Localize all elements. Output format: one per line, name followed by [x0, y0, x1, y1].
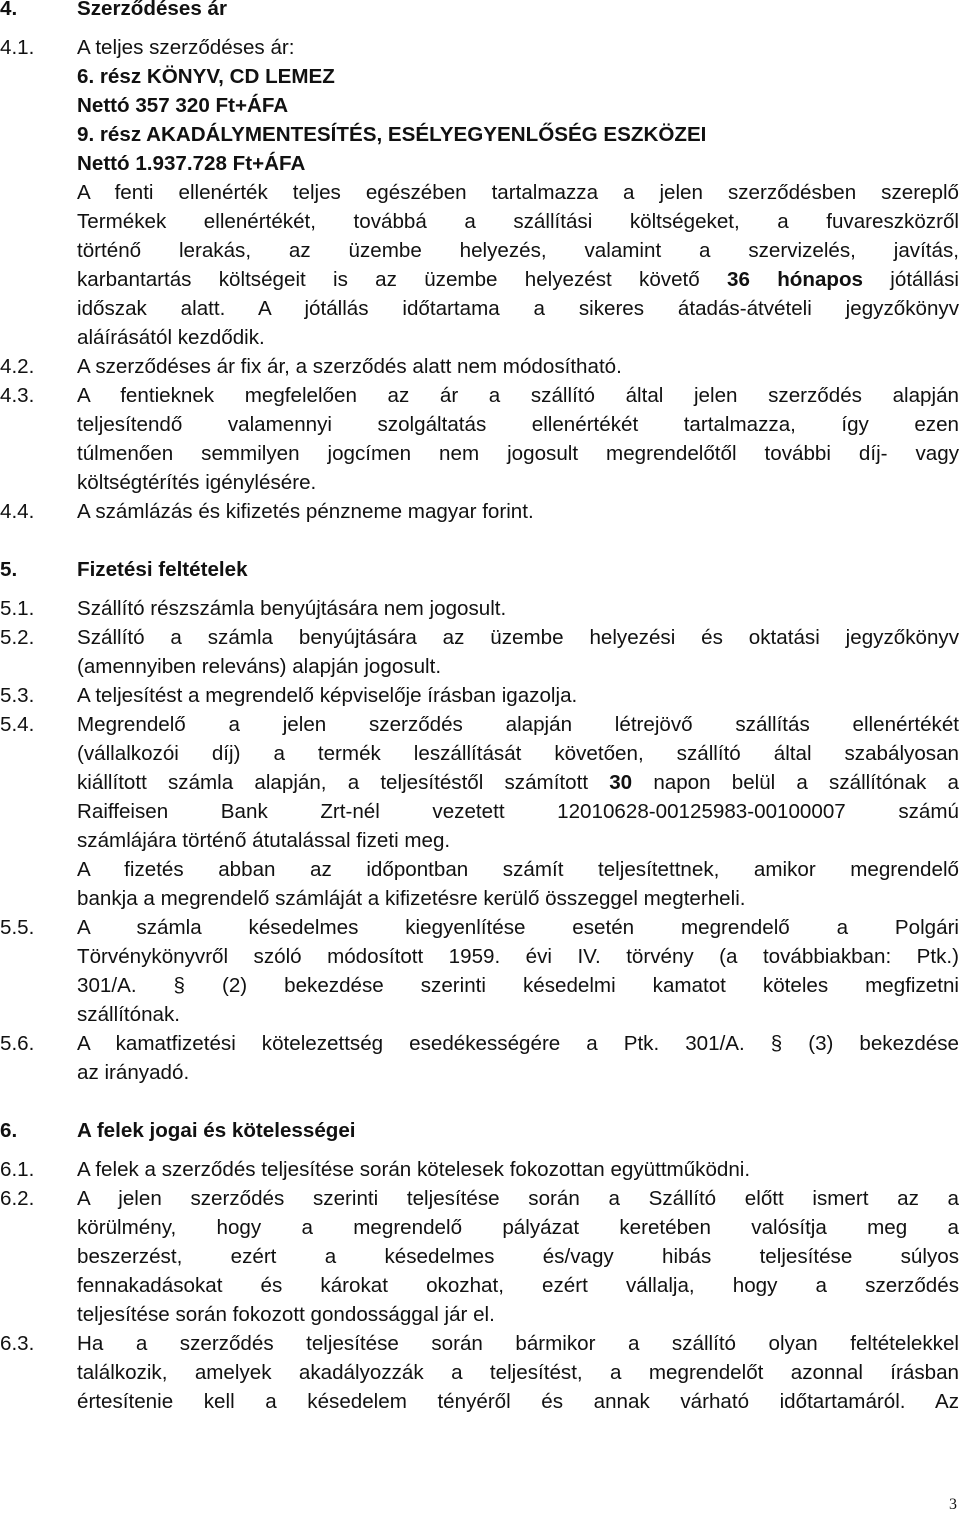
text-line: A fenti ellenérték teljes egészében tartalmazza a jelen szerződésben szereplő	[77, 181, 959, 204]
clause-text	[77, 1329, 959, 1416]
text-line: A teljes szerződéses ár:	[77, 36, 295, 59]
section-number: 5.	[0, 558, 18, 581]
clause-text	[77, 623, 959, 681]
clause-4-4	[0, 497, 960, 526]
clause-6-1	[0, 1155, 960, 1184]
text-line: Megrendelő a jelen szerződés alapján létrejövő szállítás ellenértékét	[77, 713, 959, 736]
clause-5-3	[0, 681, 960, 710]
text-line: A fentieknek megfelelően az ár a szállító által jelen szerződés alapján	[77, 384, 959, 407]
clause-text	[77, 913, 959, 1029]
page-number: 3	[949, 1496, 957, 1513]
clause-number: 5.6.	[0, 1032, 35, 1055]
text-line: az irányadó.	[77, 1061, 190, 1084]
clause-number: 4.1.	[0, 36, 35, 59]
text-span: kiállított számla alapján, a teljesítéstől számított	[77, 771, 589, 794]
warranty-period: 36 hónapos	[727, 268, 864, 291]
clause-6-3	[0, 1329, 960, 1416]
clause-number: 5.5.	[0, 916, 35, 939]
text-line: Törvénykönyvről szóló módosított 1959. évi IV. törvény (a továbbiakban: Ptk.)	[77, 945, 959, 968]
clause-text: A szerződéses ár fix ár, a szerződés alatt nem módosítható.	[77, 355, 622, 378]
text-line: teljesítése során fokozott gondossággal jár el.	[77, 1303, 495, 1326]
text-line: 301/A. § (2) bekezdése szerinti késedelmi kamatot köteles megfizetni	[77, 974, 959, 997]
lot-9-price: Nettó 1.937.728 Ft+ÁFA	[77, 152, 306, 175]
clause-5-2	[0, 623, 960, 681]
text-line: Termékek ellenértékét, továbbá a szállítási költségeket, a fuvareszközről	[77, 210, 959, 233]
clause-number: 4.4.	[0, 500, 35, 523]
clause-text	[77, 381, 959, 497]
text-span: napon belül a szállítónak a	[653, 771, 959, 794]
clause-text	[77, 710, 959, 913]
lot-9-title: 9. rész AKADÁLYMENTESÍTÉS, ESÉLYEGYENLŐSÉG ESZKÖZEI	[77, 123, 707, 146]
lot-6-price: Nettó 357 320 Ft+ÁFA	[77, 94, 289, 117]
text-line: költségtérítés igénylésére.	[77, 471, 317, 494]
clause-text: A teljesítést a megrendelő képviselője írásban igazolja.	[77, 684, 578, 707]
clause-text	[77, 1029, 959, 1087]
clause-5-6	[0, 1029, 960, 1087]
clause-number: 5.2.	[0, 626, 35, 649]
section-4-heading	[0, 0, 960, 23]
payment-days: 30	[609, 771, 633, 794]
text-line: történő lerakás, az üzembe helyezés, valamint a szervizelés, javítás,	[77, 239, 959, 262]
clause-number: 4.3.	[0, 384, 35, 407]
text-line: értesítenie kell a késedelem tényéről és annak várható időtartamáról. Az	[77, 1390, 959, 1413]
text-line: Szállító a számla benyújtására az üzembe helyezési és oktatási jegyzőkönyv	[77, 626, 959, 649]
clause-number: 5.4.	[0, 713, 35, 736]
section-title: Szerződéses ár	[77, 0, 227, 20]
clause-text: A számlázás és kifizetés pénzneme magyar forint.	[77, 500, 534, 523]
text-span: jótállási	[890, 268, 959, 291]
lot-6-title: 6. rész KÖNYV, CD LEMEZ	[77, 65, 335, 88]
text-line: időszak alatt. A jótállás időtartama a sikeres átadás-átvételi jegyzőkönyv	[77, 297, 959, 320]
section-6-heading	[0, 1116, 960, 1145]
clause-4-2	[0, 352, 960, 381]
text-line	[77, 768, 959, 797]
section-number: 4.	[0, 0, 18, 20]
text-line: (amennyiben releváns) alapján jogosult.	[77, 655, 442, 678]
clause-number: 5.3.	[0, 684, 35, 707]
clause-number: 5.1.	[0, 597, 35, 620]
clause-number: 6.3.	[0, 1332, 35, 1355]
text-line: fennakadásokat és károkat okozhat, ezért vállalja, hogy a szerződés	[77, 1274, 959, 1297]
text-line: beszerzést, ezért a késedelmes és/vagy hibás teljesítése súlyos	[77, 1245, 959, 1268]
text-line: bankja a megrendelő számláját a kifizetésre kerülő összeggel megterheli.	[77, 887, 746, 910]
clause-text	[77, 33, 959, 352]
text-line: Ha a szerződés teljesítése során bármikor a szállító olyan feltételekkel	[77, 1332, 959, 1355]
section-title: Fizetési feltételek	[77, 558, 248, 581]
text-line: Raiffeisen Bank Zrt-nél vezetett 12010628-00125983-00100007 számú	[77, 800, 959, 823]
clause-number: 6.2.	[0, 1187, 35, 1210]
text-line: túlmenően semmilyen jogcímen nem jogosult megrendelőtől további díj- vagy	[77, 442, 959, 465]
text-line: számlájára történő átutalással fizeti meg.	[77, 829, 451, 852]
section-title: A felek jogai és kötelességei	[77, 1119, 356, 1142]
clause-5-1	[0, 594, 960, 623]
text-line: A fizetés abban az időpontban számít teljesítettnek, amikor megrendelő	[77, 858, 959, 881]
text-line: körülmény, hogy a megrendelő pályázat keretében valósítja meg a	[77, 1216, 959, 1239]
text-line: (vállalkozói díj) a termék leszállítását követően, szállító által szabályosan	[77, 742, 959, 765]
section-number: 6.	[0, 1119, 18, 1142]
section-5-heading	[0, 555, 960, 584]
clause-5-5	[0, 913, 960, 1029]
clause-5-4	[0, 710, 960, 913]
clause-number: 6.1.	[0, 1158, 35, 1181]
clause-4-1	[0, 33, 960, 352]
clause-text: Szállító részszámla benyújtására nem jogosult.	[77, 597, 507, 620]
text-line: A kamatfizetési kötelezettség esedékességére a Ptk. 301/A. § (3) bekezdése	[77, 1032, 959, 1055]
clause-text: A felek a szerződés teljesítése során kötelesek fokozottan együttműködni.	[77, 1158, 751, 1181]
clause-4-3	[0, 381, 960, 497]
text-line: szállítónak.	[77, 1003, 181, 1026]
text-line: A jelen szerződés szerinti teljesítése során a Szállító előtt ismert az a	[77, 1187, 959, 1210]
text-line: találkozik, amelyek akadályozzák a teljesítést, a megrendelőt azonnal írásban	[77, 1361, 959, 1384]
text-line: aláírásától kezdődik.	[77, 326, 265, 349]
clause-text	[77, 1184, 959, 1329]
clause-number: 4.2.	[0, 355, 35, 378]
text-line: A számla késedelmes kiegyenlítése esetén megrendelő a Polgári	[77, 916, 959, 939]
clause-6-2	[0, 1184, 960, 1329]
text-line	[77, 265, 959, 294]
text-line: teljesítendő valamennyi szolgáltatás ellenértékét tartalmazza, így ezen	[77, 413, 959, 436]
text-span: karbantartás költségeit is az üzembe helyezést követő	[77, 268, 700, 291]
